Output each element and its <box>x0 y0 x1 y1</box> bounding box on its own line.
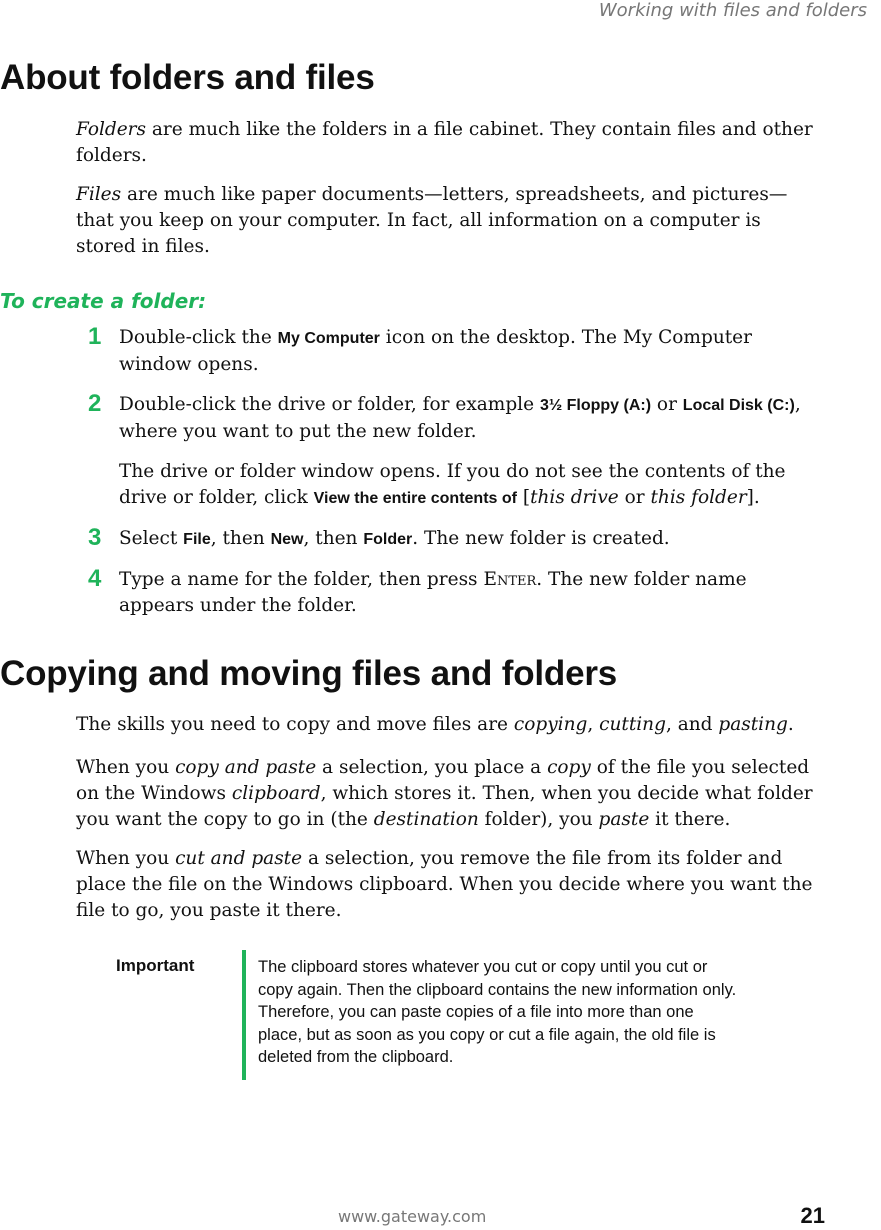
files-text: are much like paper documents—letters, spreadsheets, and pictures—that you keep on your computer. In fact, all information on a computer is stored in files. <box>76 184 788 257</box>
step-1-c: icon on the desktop. The My Computer window opens. <box>119 327 752 375</box>
cp-k: it there. <box>649 809 731 830</box>
cp-e: of the file you selected on the Windows <box>76 757 810 804</box>
step-2-e: , where you want to put the new folder. <box>119 394 801 442</box>
step-3-c: , then <box>210 528 271 549</box>
page-number: 21 <box>800 1203 825 1228</box>
ct-c: a selection, you remove the file from its folder and place the file on the Windows clipboard. When you decide where you want the file to go, you paste it there. <box>76 848 813 921</box>
procedure-title: To create a folder: <box>0 289 207 313</box>
folders-text: are much like the folders in a file cabinet. They contain files and other folders. <box>76 119 813 166</box>
step-2-c: or <box>651 394 683 415</box>
step-1-text <box>119 325 819 378</box>
cp-c: a selection, you place a <box>316 757 548 778</box>
cp-d: copy <box>547 757 591 778</box>
cp-a: When you <box>76 757 176 778</box>
file-menu-label: File <box>183 531 211 548</box>
folders-paragraph <box>76 117 818 169</box>
cp-f: clipboard <box>231 783 321 804</box>
skills-g: . <box>787 714 794 735</box>
step-4-c: . The new folder name appears under the folder. <box>119 569 747 616</box>
step-3-e: , then <box>303 528 364 549</box>
step-1-a: Double-click the <box>119 327 278 348</box>
view-contents-label: View the entire contents of <box>313 490 517 507</box>
skills-c: , <box>587 714 600 735</box>
footer-url: www.gateway.com <box>338 1207 487 1226</box>
skills-a: The skills you need to copy and move files are <box>76 714 514 735</box>
step-2-note <box>119 459 819 512</box>
important-divider <box>242 950 246 1080</box>
important-text: The clipboard stores whatever you cut or copy until you cut or copy again. Then the clipboard contains the new information only. Therefore, you can paste copies of a file into more than one place, but as soon as you copy or cut a file again, the old file is deleted from the clipboard. <box>258 958 737 1066</box>
note-g: ]. <box>746 487 760 508</box>
section-heading-copying: Copying and moving files and folders <box>0 654 618 693</box>
note-a: The drive or folder window opens. If you do not see the contents of the drive or folder, click <box>119 461 786 508</box>
files-term: Files <box>76 184 122 205</box>
note-c: [ <box>516 487 531 508</box>
note-e: or <box>618 487 651 508</box>
folder-menu-label: Folder <box>363 531 413 548</box>
step-3-g: . The new folder is created. <box>412 528 670 549</box>
cp-i: folder), you <box>478 809 599 830</box>
skills-paragraph <box>76 712 818 738</box>
skills-e: , and <box>665 714 719 735</box>
cp-h: destination <box>373 809 479 830</box>
section-heading-about: About folders and files <box>0 58 375 97</box>
skills-d: cutting <box>599 714 666 735</box>
cp-g: , which stores it. Then, when you decide what folder you want the copy to go in (the <box>76 783 813 830</box>
cp-b: copy and paste <box>175 757 317 778</box>
files-paragraph <box>76 182 818 260</box>
enter-key-label: Enter <box>483 569 537 590</box>
running-header: Working with files and folders <box>598 0 867 21</box>
skills-b: copying <box>513 714 588 735</box>
step-number: 1 <box>88 323 102 350</box>
ct-a: When you <box>76 848 176 869</box>
note-f: this folder <box>650 487 747 508</box>
step-number: 4 <box>88 565 102 592</box>
step-3-a: Select <box>119 528 184 549</box>
my-computer-label: My Computer <box>277 330 380 347</box>
step-4-text <box>119 567 819 619</box>
cp-j: paste <box>598 809 650 830</box>
step-number: 2 <box>88 390 102 417</box>
cut-paste-paragraph <box>76 846 818 924</box>
step-4-a: Type a name for the folder, then press <box>119 569 484 590</box>
step-number: 3 <box>88 524 102 551</box>
step-3-text <box>119 526 819 553</box>
skills-f: pasting <box>718 714 788 735</box>
floppy-label: 3½ Floppy (A:) <box>539 397 652 414</box>
local-disk-label: Local Disk (C:) <box>682 397 795 414</box>
note-d: this drive <box>530 487 619 508</box>
step-2-a: Double-click the drive or folder, for example <box>119 394 540 415</box>
important-label: Important <box>116 956 195 975</box>
new-menu-label: New <box>270 531 304 548</box>
folders-term: Folders <box>76 119 147 140</box>
ct-b: cut and paste <box>175 848 303 869</box>
copy-paste-paragraph <box>76 755 818 833</box>
step-2-text <box>119 392 819 445</box>
